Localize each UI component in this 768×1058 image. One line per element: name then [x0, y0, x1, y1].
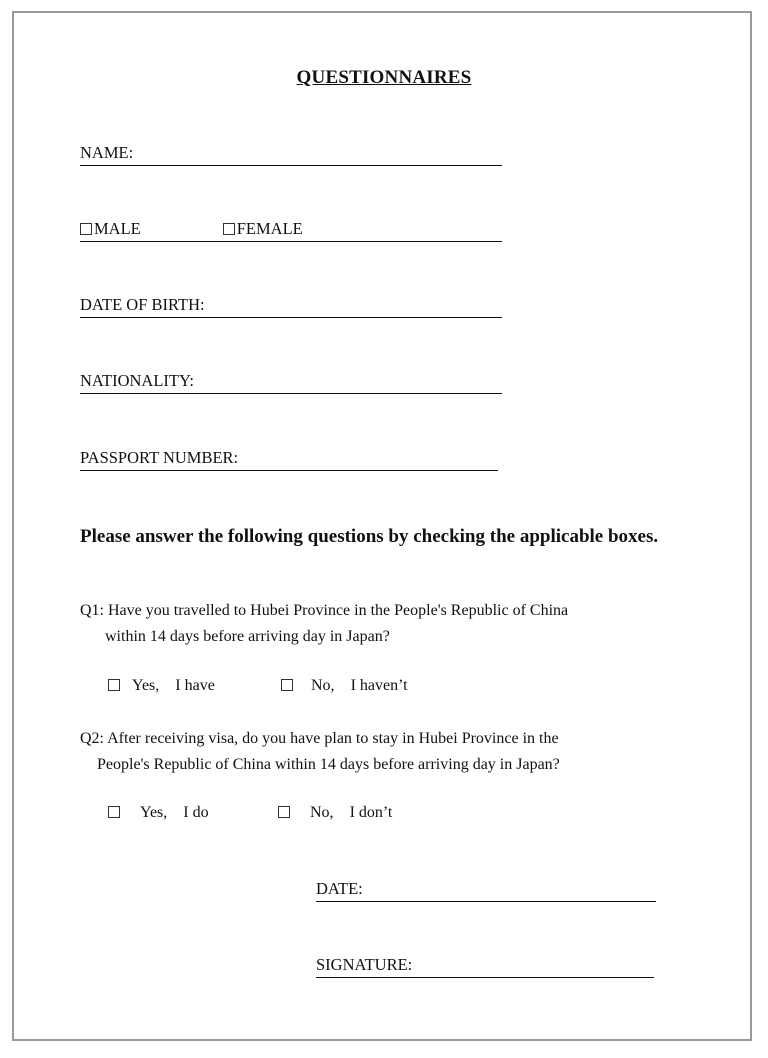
q2-prefix: Q2: [80, 730, 104, 747]
q2-yes-label: Yes, [140, 804, 168, 821]
passport-number-label: PASSPORT NUMBER: [80, 448, 239, 467]
q2-no-option[interactable] [278, 804, 392, 822]
q1-yes-option[interactable] [108, 677, 215, 695]
q2-yes-option[interactable] [108, 804, 209, 822]
q1-no-detail: I haven’t [350, 677, 408, 694]
female-checkbox[interactable] [223, 223, 235, 235]
q1-no-checkbox[interactable] [281, 679, 293, 691]
q2-line1 [80, 726, 559, 752]
q2-yes-checkbox[interactable] [108, 806, 120, 818]
q2-no-detail: I don’t [349, 804, 393, 821]
date-field[interactable] [316, 879, 656, 902]
name-field[interactable] [80, 143, 502, 166]
instructions: Please answer the following questions by checking the applicable boxes. [80, 526, 659, 547]
name-label: NAME: [80, 143, 134, 162]
gender-field [80, 219, 502, 242]
q1-yes-checkbox[interactable] [108, 679, 120, 691]
date-label: DATE: [316, 879, 363, 898]
q2-no-label: No, [310, 804, 334, 821]
female-label: FEMALE [236, 219, 303, 238]
signature-label: SIGNATURE: [316, 955, 413, 974]
q1-text-line2: within 14 days before arriving day in Japan? [105, 628, 390, 645]
nationality-field[interactable] [80, 371, 502, 394]
male-checkbox[interactable] [80, 223, 92, 235]
q2-yes-detail: I do [183, 804, 209, 821]
document-title: QUESTIONNAIRES [296, 67, 472, 88]
q1-prefix: Q1: [80, 602, 104, 619]
q2-no-checkbox[interactable] [278, 806, 290, 818]
nationality-label: NATIONALITY: [80, 371, 194, 390]
q1-no-option[interactable] [281, 677, 408, 695]
q1-text-line1: Have you travelled to Hubei Province in the People's Republic of China [108, 602, 569, 619]
questionnaire-page [12, 11, 752, 1041]
signature-field[interactable] [316, 955, 654, 978]
q2-text-line2: People's Republic of China within 14 days before arriving day in Japan? [97, 756, 560, 773]
q2-text-line1: After receiving visa, do you have plan to stay in Hubei Province in the [107, 730, 559, 747]
q1-line1 [80, 598, 568, 624]
date-of-birth-field[interactable] [80, 295, 502, 318]
q1-yes-detail: I have [175, 677, 215, 694]
q1-no-label: No, [311, 677, 335, 694]
male-label: MALE [94, 219, 141, 238]
q1-yes-label: Yes, [132, 677, 160, 694]
passport-number-field[interactable] [80, 448, 498, 471]
date-of-birth-label: DATE OF BIRTH: [80, 295, 205, 314]
